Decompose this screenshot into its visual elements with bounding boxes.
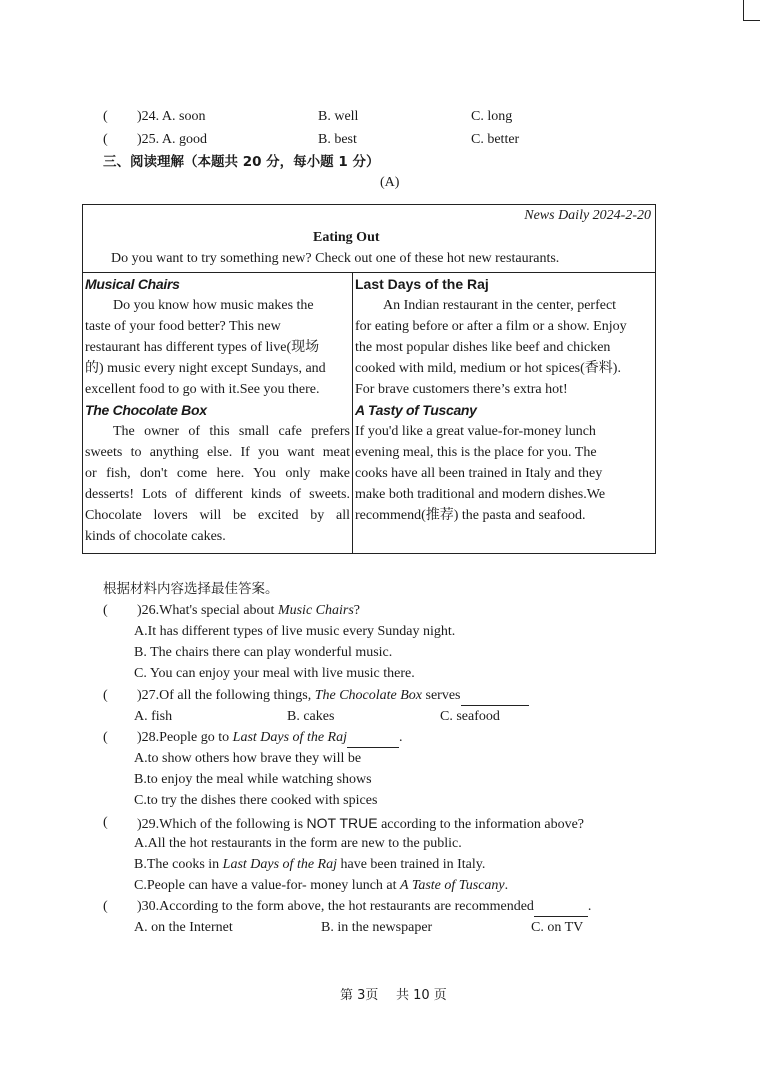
- q26-stem-end: ?: [353, 603, 360, 618]
- q28-option-b: B.to enjoy the meal while watching shows: [134, 772, 372, 787]
- text-line: cooks have all been trained in Italy and they: [355, 466, 603, 481]
- text-line: make both traditional and modern dishes.We: [355, 487, 606, 502]
- text-line: If you'd like a great value-for-money lunch: [355, 424, 596, 439]
- q29-c-text: C.People can have a value-for- money lunch at: [134, 878, 401, 893]
- q27-option-c: C. seafood: [440, 709, 500, 724]
- q27-stem-text: )27.Of all the following things,: [137, 688, 315, 703]
- section-title: 三、阅读理解（本题共 20 分，每小题 1 分）: [103, 154, 380, 170]
- table-divider-vertical: [352, 272, 353, 553]
- q26-stem-em: Music Chairs: [277, 603, 354, 618]
- q29-b-end: have been trained in Italy.: [337, 857, 486, 872]
- answer-blank: [347, 729, 399, 748]
- q26-option-a: A.It has different types of live music every Sunday night.: [134, 624, 456, 639]
- q27-stem-em: The Chocolate Box: [314, 688, 423, 703]
- news-source: News Daily 2024-2-20: [524, 208, 651, 223]
- q26-stem: [137, 602, 360, 620]
- q24-option-b: B. well: [318, 109, 359, 124]
- text-line: recommend(推荐) the pasta and seafood.: [355, 508, 586, 523]
- q29-b-em: Last Days of the Raj: [222, 857, 337, 872]
- q24-paren: (: [103, 109, 108, 124]
- q25-option-c: C. better: [471, 132, 520, 147]
- q30-stem: [137, 898, 591, 917]
- text-line: 的) music every night except Sundays, and: [85, 361, 326, 376]
- text-line: for eating before or after a film or a show. Enjoy: [355, 319, 627, 334]
- musical-chairs-title: Musical Chairs: [85, 276, 180, 292]
- text-line: restaurant has different types of live(现场: [85, 340, 320, 355]
- text-line: evening meal, this is the place for you. The: [355, 445, 597, 460]
- page-total: 共 10 页: [396, 988, 447, 1003]
- q26-stem-text: )26.What's special about: [137, 603, 278, 618]
- q28-stem: [137, 729, 403, 748]
- q28-stem-em: Last Days of the Raj: [232, 730, 347, 745]
- text-line: cooked with mild, medium or hot spices(香料).: [355, 361, 621, 376]
- article-intro: Do you want to try something new? Check out one of these hot new restaurants.: [111, 251, 560, 266]
- q28-option-a: A.to show others how brave they will be: [134, 751, 362, 766]
- q29-c-em: A Taste of Tuscany: [400, 878, 505, 893]
- text-line: An Indian restaurant in the center, perfect: [383, 298, 617, 313]
- answer-blank: [534, 898, 588, 917]
- chocolate-box-title: The Chocolate Box: [85, 402, 207, 418]
- q27-option-a: A. fish: [134, 709, 173, 724]
- q29-b-text: B.The cooks in: [134, 857, 223, 872]
- q26-option-b: B. The chairs there can play wonderful music.: [134, 645, 393, 660]
- q29-c-end: .: [504, 878, 509, 893]
- tuscany-title: A Tasty of Tuscany: [355, 402, 477, 418]
- q29-paren: (: [103, 815, 108, 830]
- q27-paren: (: [103, 688, 108, 703]
- text-line: sweets to anything else. If you want meat: [85, 445, 350, 460]
- page-number: 第 3页: [340, 988, 379, 1003]
- q30-paren: (: [103, 899, 108, 914]
- q27-stem-end: serves: [422, 688, 461, 703]
- text-line: Chocolate lovers will be excited by all: [85, 508, 350, 523]
- q27-option-b: B. cakes: [287, 709, 335, 724]
- q24-option-a: )24. A. soon: [137, 109, 206, 124]
- q28-stem-end: .: [399, 730, 403, 745]
- q30-stem-end: .: [587, 899, 592, 914]
- q29-option-c: [134, 877, 508, 895]
- reading-table: [82, 204, 656, 554]
- musical-chairs-section: [85, 274, 350, 547]
- text-line: excellent food to go with it.See you there.: [85, 382, 320, 397]
- text-line: Do you know how music makes the: [113, 298, 314, 313]
- q25-option-a: )25. A. good: [137, 132, 207, 147]
- text-line: For brave customers there’s extra hot!: [355, 382, 568, 397]
- article-heading: Eating Out: [313, 230, 380, 245]
- q29-stem-text: )29.Which of the following is: [137, 817, 307, 832]
- text-line: kinds of chocolate cakes.: [85, 529, 226, 544]
- q25-option-b: B. best: [318, 132, 357, 147]
- q30-option-a: A. on the Internet: [134, 920, 233, 935]
- q29-stem-end: according to the information above?: [377, 817, 585, 832]
- q29-option-a: A.All the hot restaurants in the form are new to the public.: [134, 836, 462, 851]
- q24-option-c: C. long: [471, 109, 513, 124]
- q26-option-c: C. You can enjoy your meal with live music there.: [134, 666, 415, 681]
- last-days-title: Last Days of the Raj: [355, 276, 489, 292]
- q28-option-c: C.to try the dishes there cooked with spices: [134, 793, 378, 808]
- instruction: 根据材料内容选择最佳答案。: [103, 581, 279, 597]
- q25-paren: (: [103, 132, 108, 147]
- q29-stem-strong: NOT TRUE: [306, 815, 378, 831]
- q30-stem-text: )30.According to the form above, the hot restaurants are recommended: [137, 899, 534, 914]
- section-part-label: (A): [380, 175, 400, 190]
- q30-option-c: C. on TV: [531, 920, 584, 935]
- text-line: desserts! Lots of different kinds of sweets.: [85, 487, 350, 502]
- last-days-section: [355, 274, 653, 526]
- text-line: or fish, don't come here. You only make: [85, 466, 350, 481]
- text-line: The owner of this small cafe prefers: [113, 424, 350, 439]
- q29-stem: [137, 814, 584, 834]
- answer-blank: [461, 687, 529, 706]
- text-line: the most popular dishes like beef and chicken: [355, 340, 611, 355]
- q30-option-b: B. in the newspaper: [321, 920, 433, 935]
- q29-option-b: [134, 856, 485, 874]
- q27-stem: [137, 687, 529, 706]
- q28-paren: (: [103, 730, 108, 745]
- q26-paren: (: [103, 603, 108, 618]
- corner-crop-mark: [743, 0, 760, 21]
- q28-stem-text: )28.People go to: [137, 730, 233, 745]
- text-line: taste of your food better? This new: [85, 319, 281, 334]
- table-divider-horizontal: [83, 272, 655, 273]
